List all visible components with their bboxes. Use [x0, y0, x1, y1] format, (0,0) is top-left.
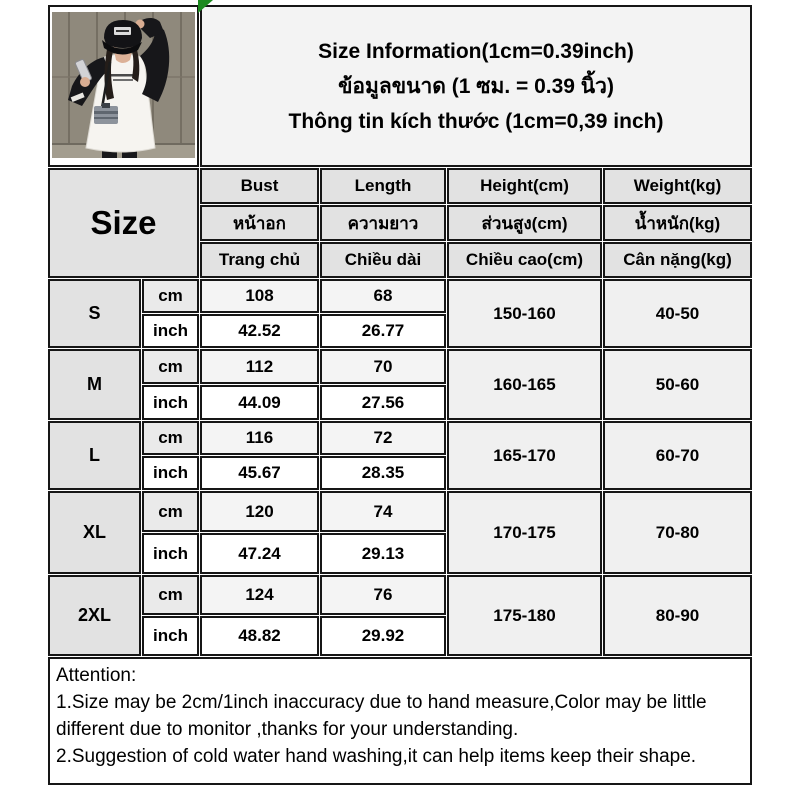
header-row-en: [48, 168, 752, 204]
weight-range: 80-90: [603, 575, 752, 656]
length-inch-value: 27.56: [320, 385, 446, 420]
height-range: 175-180: [447, 575, 602, 656]
height-range: 150-160: [447, 279, 602, 348]
col-header-length-vi: Chiều dài: [320, 242, 446, 278]
size-label: S: [48, 279, 141, 348]
length-cm-value: 76: [320, 575, 446, 615]
size-label: L: [48, 421, 141, 490]
page-title-vi: Thông tin kích thước (1cm=0,39 inch): [288, 109, 664, 133]
length-cm-value: 72: [320, 421, 446, 455]
col-header-height-en: Height(cm): [447, 168, 602, 204]
attention-heading: Attention:: [56, 665, 137, 686]
unit-cm-label: cm: [142, 491, 199, 532]
weight-range: 40-50: [603, 279, 752, 348]
weight-range: 70-80: [603, 491, 752, 574]
col-header-bust-th: หน้าอก: [200, 205, 319, 241]
length-cm-value: 70: [320, 349, 446, 384]
size-row-m-cm: [48, 349, 752, 384]
bust-inch-value: 44.09: [200, 385, 319, 420]
size-row-s-cm: [48, 279, 752, 313]
photo-cell: [48, 5, 199, 167]
unit-cm-label: cm: [142, 575, 199, 615]
size-label: M: [48, 349, 141, 420]
length-inch-value: 29.13: [320, 533, 446, 574]
bust-inch-value: 42.52: [200, 314, 319, 348]
size-table: [47, 4, 753, 786]
weight-range: 50-60: [603, 349, 752, 420]
model-photo: [52, 12, 195, 158]
unit-inch-label: inch: [142, 616, 199, 656]
length-cm-value: 74: [320, 491, 446, 532]
col-header-height-vi: Chiều cao(cm): [447, 242, 602, 278]
unit-inch-label: inch: [142, 385, 199, 420]
size-row-2xl-cm: [48, 575, 752, 615]
corner-marker-icon: [198, 0, 214, 14]
unit-inch-label: inch: [142, 456, 199, 490]
height-range: 160-165: [447, 349, 602, 420]
size-row-xl-cm: [48, 491, 752, 532]
attention-row: [48, 657, 752, 785]
size-row-l-cm: [48, 421, 752, 455]
model-photo-illustration: [52, 12, 195, 158]
col-header-length-th: ความยาว: [320, 205, 446, 241]
title-row: [48, 5, 752, 167]
col-header-length-en: Length: [320, 168, 446, 204]
attention-note-1: 1.Size may be 2cm/1inch inaccuracy due to hand measure,Color may be little different due to monitor ,thanks for your understanding.: [56, 692, 707, 740]
height-range: 170-175: [447, 491, 602, 574]
page-title-en: Size Information(1cm=0.39inch): [318, 39, 634, 63]
height-range: 165-170: [447, 421, 602, 490]
unit-inch-label: inch: [142, 314, 199, 348]
bust-inch-value: 48.82: [200, 616, 319, 656]
unit-cm-label: cm: [142, 279, 199, 313]
length-inch-value: 26.77: [320, 314, 446, 348]
unit-cm-label: cm: [142, 421, 199, 455]
bust-cm-value: 116: [200, 421, 319, 455]
col-header-bust-en: Bust: [200, 168, 319, 204]
col-header-height-th: ส่วนสูง(cm): [447, 205, 602, 241]
col-header-bust-vi: Trang chủ: [200, 242, 319, 278]
length-inch-value: 29.92: [320, 616, 446, 656]
title-cell: [200, 5, 752, 167]
attention-note-2: 2.Suggestion of cold water hand washing,it can help items keep their shape.: [56, 746, 697, 767]
bust-inch-value: 45.67: [200, 456, 319, 490]
col-header-weight-th: น้ำหนัก(kg): [603, 205, 752, 241]
length-inch-value: 28.35: [320, 456, 446, 490]
bust-cm-value: 108: [200, 279, 319, 313]
length-cm-value: 68: [320, 279, 446, 313]
size-column-header: Size: [48, 168, 199, 278]
size-label: 2XL: [48, 575, 141, 656]
bust-inch-value: 47.24: [200, 533, 319, 574]
size-label: XL: [48, 491, 141, 574]
col-header-weight-vi: Cân nặng(kg): [603, 242, 752, 278]
unit-inch-label: inch: [142, 533, 199, 574]
bust-cm-value: 124: [200, 575, 319, 615]
page-title-th: ข้อมูลขนาด (1 ซม. = 0.39 นิ้ว): [338, 74, 614, 98]
col-header-weight-en: Weight(kg): [603, 168, 752, 204]
attention-note: [48, 657, 752, 785]
unit-cm-label: cm: [142, 349, 199, 384]
weight-range: 60-70: [603, 421, 752, 490]
bust-cm-value: 112: [200, 349, 319, 384]
bust-cm-value: 120: [200, 491, 319, 532]
